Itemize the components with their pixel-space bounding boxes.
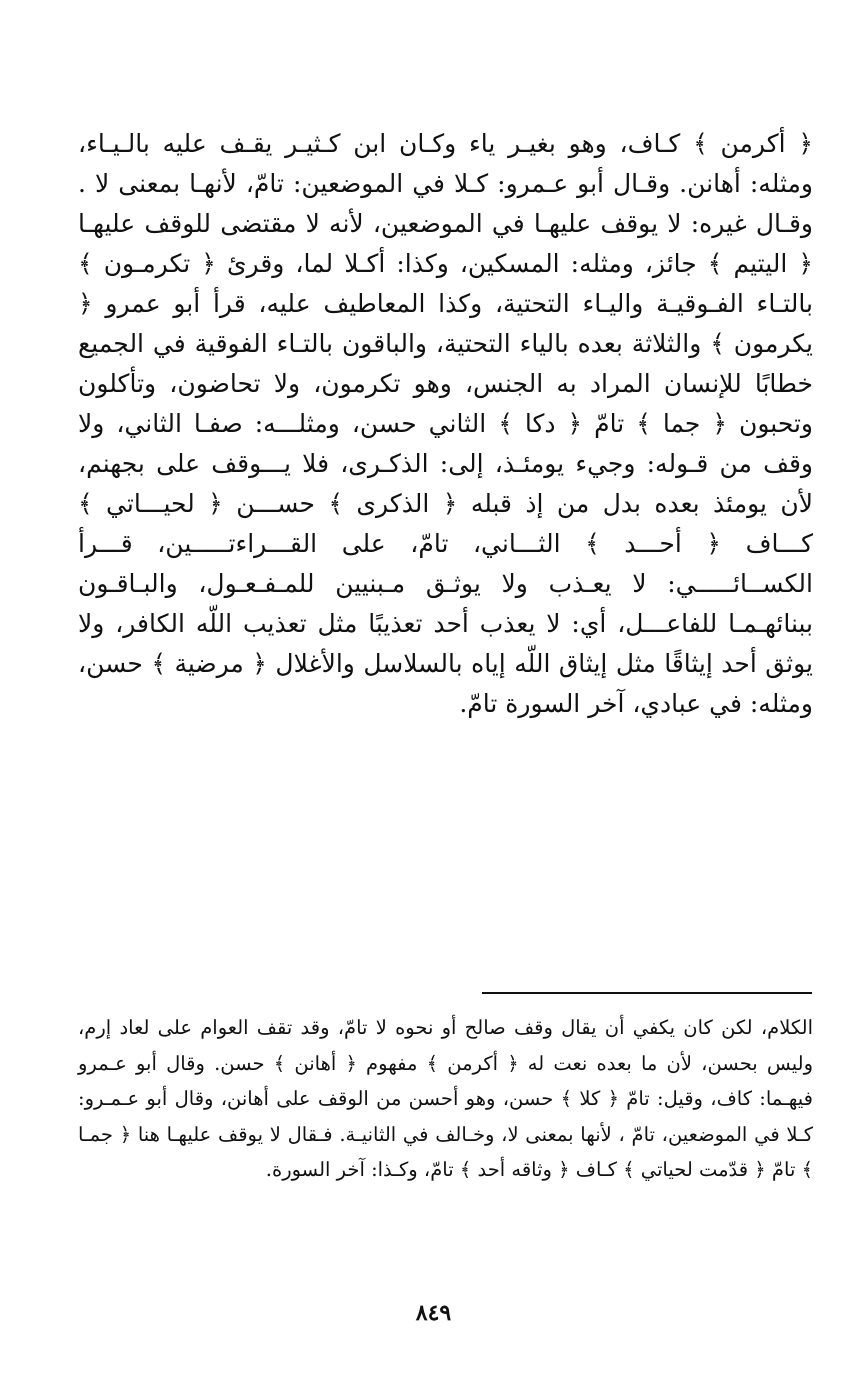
main-paragraph: ﴿ أكرمن ﴾ كـاف، وهو بغيـر ياء وكـان ابن كـثيـر يقـف عليه بالـيـاء، ومثله: أهانن. وقـال أبو عـمرو: كـلا في الموضعين: تامّ، لأنهـا بمعنى لا . وقـال غيره: لا يوقف عليهـا في الموضعين، لأنه لا مقتضى للوقف عليهـا ﴿ اليتيم ﴾ جائز، ومثله: المسكين، وكذا: أكـلا لما، وقرئ ﴿ تكرمـون ﴾ بالتـاء الفـوقيـة واليـاء التحتية، وكذا المعاطيف عليه، قرأ أبو عمرو ﴿ يكرمون ﴾ والثلاثة بعده بالياء التحتية، والباقون بالتـاء الفوقية في الجميع خطابًا للإنسان المراد به الجنس، وهو تكرمون، ولا تحاضون، وتأكلون وتحبون ﴿ جما ﴾ تامّ ﴿ دكا ﴾ الثاني حسن، ومثلـــه: صفـا الثاني، ولا وقف من قـوله: وجيء يومئـذ، إلى: الذكـرى، فلا يـــوقف على بجهنم، لأن يومئذ بعده بدل من إذ قبله ﴿ الذكرى ﴾ حســـن ﴿ لحيـــاتي ﴾ كـــاف ﴿ أحـــد ﴾ الثـــاني، تامّ، على القـــراءتـــــين، قـــرأ الكســائـــــي: لا يعـذب ولا يوثـق مـبنيين للمـفـعـول، والبـاقـون ببنائهـمـا للفاعـــل، أي: لا يعذب أحد تعذيبًا مثل تعذيب اللّه الكافر، ولا يوثق أحد إيثاقًا مثل إيثاق اللّه إياه بالسلاسل والأغلال ﴿ مرضية ﴾ حسن، ومثله: في عبادي، آخر السورة تامّ. (78, 129, 813, 718)
footnote-block (78, 1010, 813, 1188)
main-text-block (78, 124, 813, 724)
footnote-paragraph: الكلام، لكن كان يكفي أن يقال وقف صالح أو نحوه لا تامّ، وقد تقف العوام على لعاد إرم، وليس بحسن، لأن ما بعده نعت له ﴿ أكرمن ﴾ مفهوم ﴿ أهانن ﴾ حسن. وقال أبو عـمرو فيهـما: كاف، وقيل: تامّ ﴿ كلا ﴾ حسن، وهو أحسن من الوقف على أهانن، وقال أبو عـمـرو: كـلا في الموضعين، تامّ ، لأنها بمعنى لا، وخـالف في الثانيـة. فـقال لا يوقف عليهـا هنا ﴿ جمـا ﴾ تامّ ﴿ قدّمت لحياتي ﴾ كـاف ﴿ وثاقه أحد ﴾ تامّ، وكـذا: آخر السورة. (78, 1016, 813, 1181)
page-number: ٨٤٩ (415, 1300, 452, 1326)
footnote-divider (482, 992, 812, 994)
